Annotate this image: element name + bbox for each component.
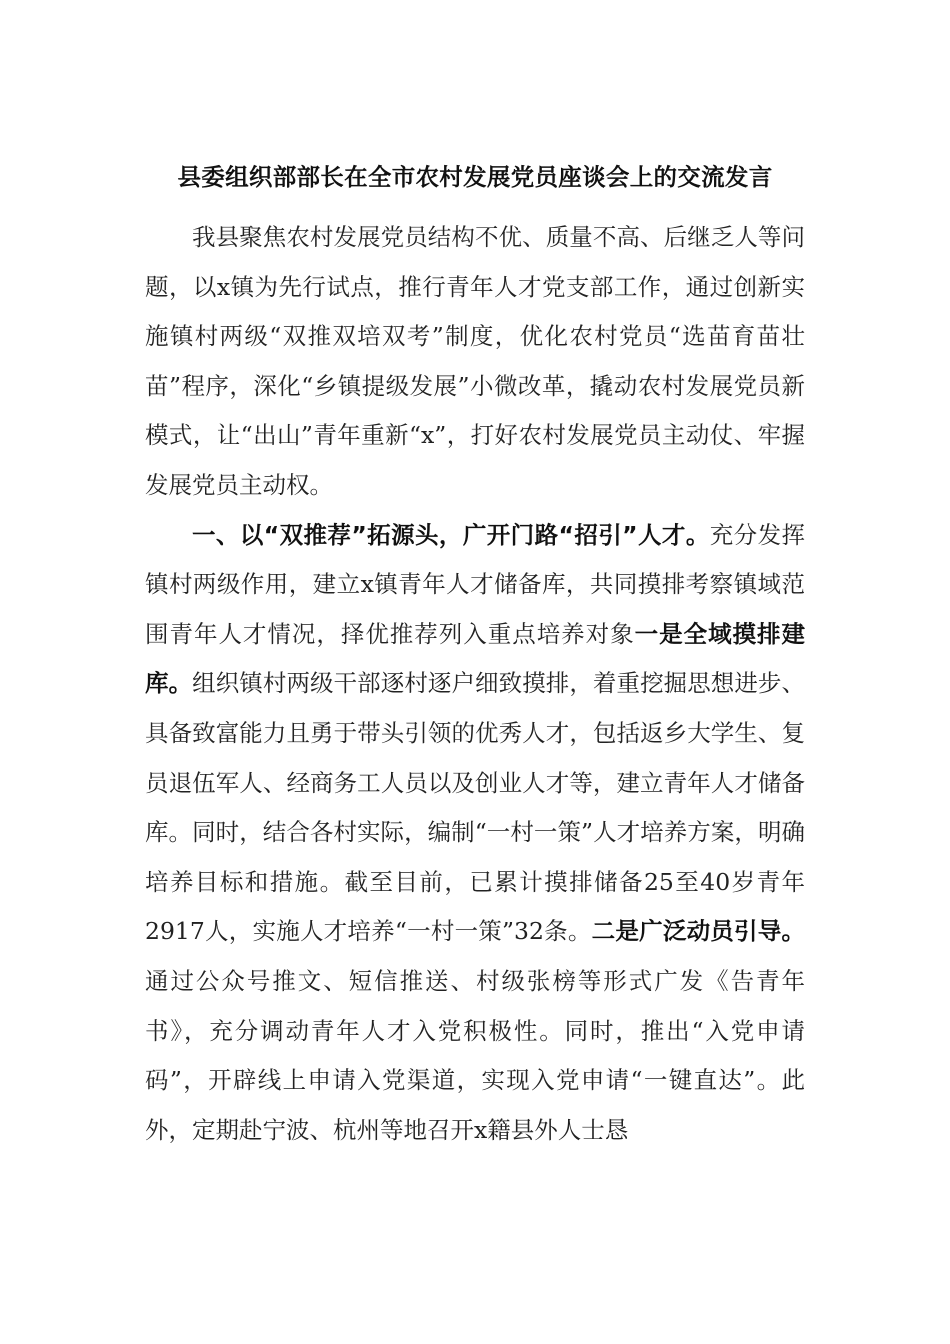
section-1-lead: 充分发挥镇村两级作用，建立x镇青年人才储备库，共同摸排考察镇域范围青年人才情况，择优推荐列入重点培养对象 [145,520,806,648]
document-body [145,213,805,1155]
point-2-text: 通过公众号推文、短信推送、村级张榜等形式广发《告青年书》，充分调动青年人才入党积极性。同时，推出“入党申请码”，开辟线上申请入党渠道，实现入党申请“一键直达”。此外，定期赴宁波、杭州等地召开x籍县外人士恳 [145,966,805,1144]
section-1-paragraph [145,511,805,1156]
document-title: 县委组织部部长在全市农村发展党员座谈会上的交流发言 [177,163,773,191]
point-2-heading: 二是广泛动员引导。 [591,917,805,946]
point-1-text: 组织镇村两级干部逐村逐户细致摸排，着重挖掘思想进步、具备致富能力且勇于带头引领的优秀人才，包括返乡大学生、复员退伍军人、经商务工人员以及创业人才等，建立青年人才储备库。同时，结合各村实际，编制“一村一策”人才培养方案，明确培养目标和措施。截至目前，已累计摸排储备25至40岁青年2917人，实施人才培养“一村一策”32条。 [145,669,806,946]
intro-paragraph: 我县聚焦农村发展党员结构不优、质量不高、后继乏人等问题，以x镇为先行试点，推行青年人才党支部工作，通过创新实施镇村两级“双推双培双考”制度，优化农村党员“选苗育苗壮苗”程序，深化“乡镇提级发展”小微改革，撬动农村发展党员新模式，让“出山”青年重新“x”，打好农村发展党员主动仗、牢握发展党员主动权。 [145,223,805,499]
section-1-heading: 一、以“双推荐”拓源头，广开门路“招引”人才。 [192,520,710,549]
point-1-heading: 一是全域摸排建库。 [145,619,806,698]
